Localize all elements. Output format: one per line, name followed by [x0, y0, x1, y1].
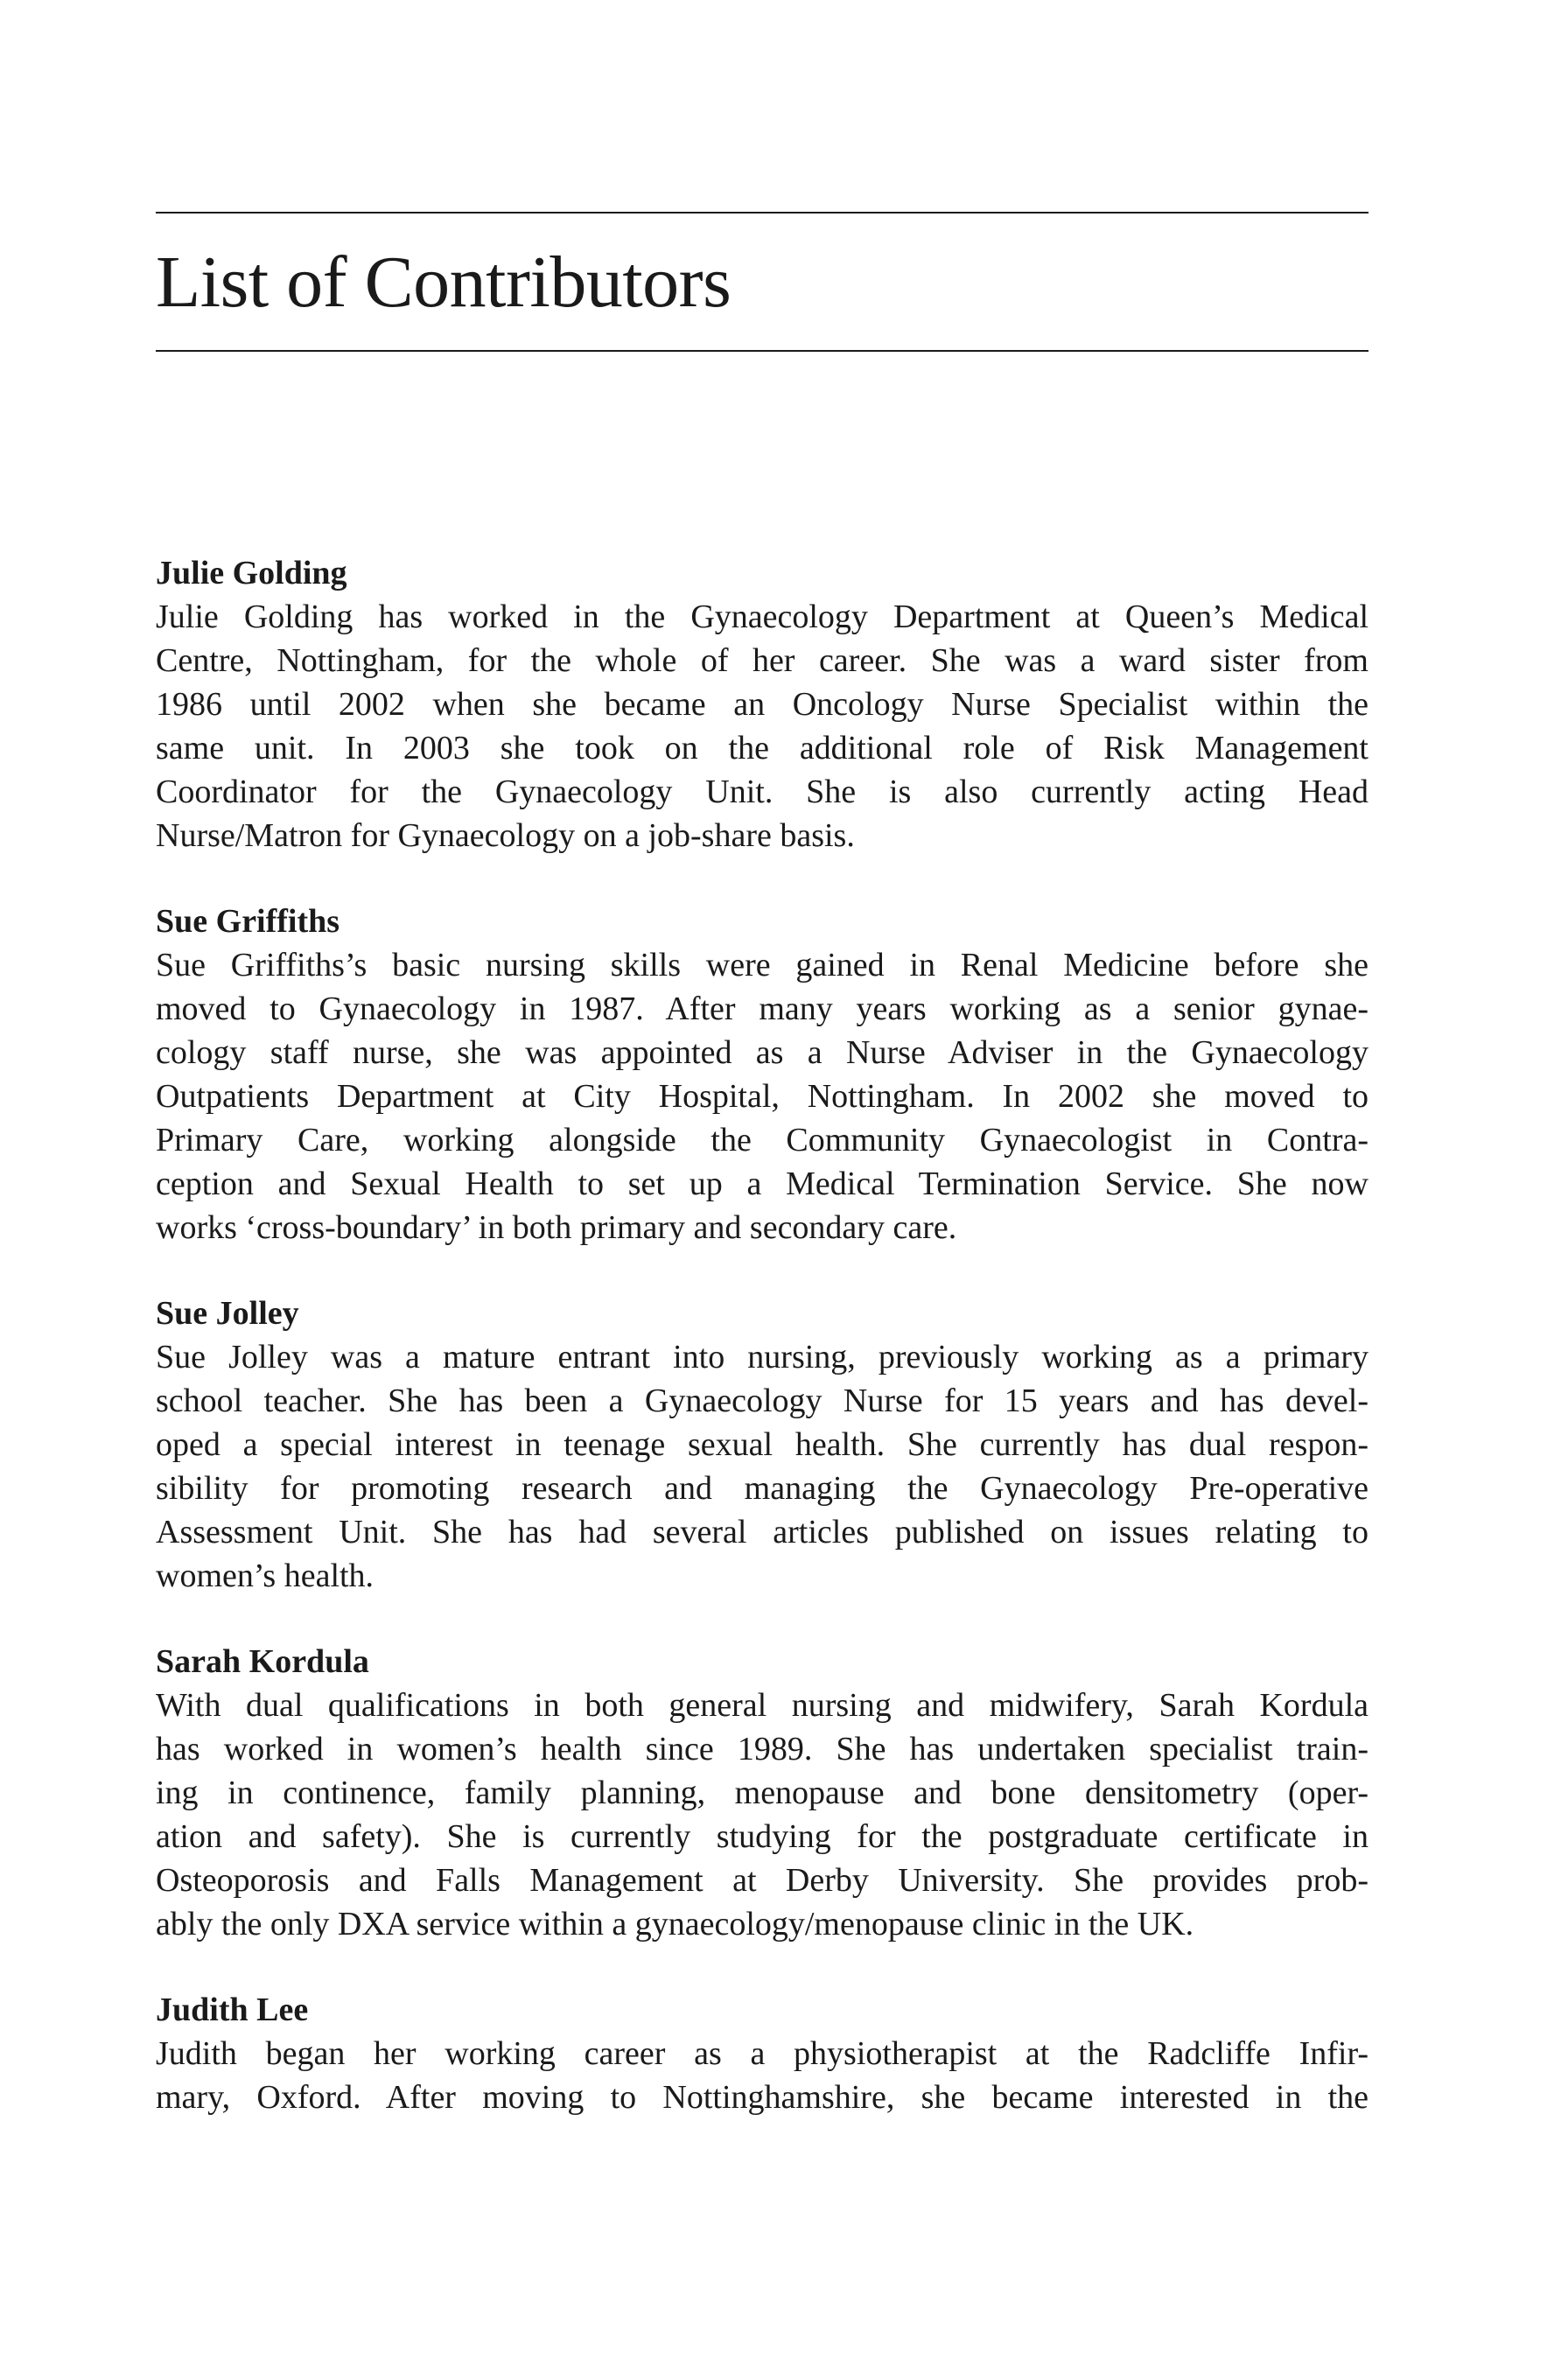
- bio-line: Coordinator for the Gynaecology Unit. She is also currently acting Head: [156, 774, 1368, 810]
- contributor-name: Sarah Kordula: [156, 1643, 369, 1680]
- bio-line: cology staff nurse, she was appointed as a Nurse Adviser in the Gynaecology: [156, 1034, 1368, 1071]
- contributor-bio: [156, 1335, 1368, 1598]
- title-rule-bottom: [156, 350, 1368, 352]
- bio-line: Centre, Nottingham, for the whole of her career. She was a ward sister from: [156, 642, 1368, 679]
- contributor-entry-sue-jolley: [156, 1292, 1368, 1598]
- bio-line: 1986 until 2002 when she became an Oncology Nurse Specialist within the: [156, 686, 1368, 723]
- bio-line: women’s health.: [156, 1558, 374, 1594]
- bio-line: Outpatients Department at City Hospital, Nottingham. In 2002 she moved to: [156, 1078, 1368, 1115]
- bio-line: Assessment Unit. She has had several articles published on issues relating to: [156, 1514, 1368, 1550]
- bio-line: ing in continence, family planning, menopause and bone densitometry (oper-: [156, 1774, 1368, 1811]
- contributor-name: Sue Griffiths: [156, 903, 340, 940]
- bio-line: sibility for promoting research and managing the Gynaecology Pre-operative: [156, 1470, 1368, 1507]
- title-rule-top: [156, 212, 1368, 214]
- page-title: List of Contributors: [156, 242, 732, 323]
- contributor-entry-sue-griffiths: [156, 900, 1368, 1250]
- bio-line: same unit. In 2003 she took on the additional role of Risk Management: [156, 730, 1368, 766]
- bio-line: oped a special interest in teenage sexual health. She currently has dual respon-: [156, 1426, 1368, 1463]
- bio-line: school teacher. She has been a Gynaecology Nurse for 15 years and has devel-: [156, 1382, 1368, 1419]
- contributor-name: Julie Golding: [156, 555, 347, 592]
- bio-line: moved to Gynaecology in 1987. After many years working as a senior gynae-: [156, 990, 1368, 1027]
- contributor-bio: [156, 2032, 1368, 2119]
- bio-line: Osteoporosis and Falls Management at Derby University. She provides prob-: [156, 1862, 1368, 1899]
- contributor-name: Judith Lee: [156, 1992, 309, 2028]
- contributor-bio: [156, 1684, 1368, 1946]
- contributor-bio: [156, 943, 1368, 1250]
- contributor-name: Sue Jolley: [156, 1295, 299, 1332]
- contributor-entry-julie-golding: [156, 551, 1368, 858]
- bio-line: Primary Care, working alongside the Community Gynaecologist in Contra-: [156, 1122, 1368, 1158]
- contributor-entry-judith-lee: [156, 1988, 1368, 2119]
- bio-line: has worked in women’s health since 1989. She has undertaken specialist train-: [156, 1731, 1368, 1768]
- bio-line: ably the only DXA service within a gynaecology/menopause clinic in the UK.: [156, 1906, 1194, 1942]
- bio-line: works ‘cross-boundary’ in both primary and secondary care.: [156, 1209, 957, 1246]
- bio-line: ception and Sexual Health to set up a Medical Termination Service. She now: [156, 1166, 1368, 1202]
- bio-line: Julie Golding has worked in the Gynaecology Department at Queen’s Medical: [156, 598, 1368, 635]
- bio-line: Nurse/Matron for Gynaecology on a job-share basis.: [156, 817, 855, 854]
- contributor-bio: [156, 595, 1368, 858]
- bio-line: Sue Jolley was a mature entrant into nursing, previously working as a primary: [156, 1339, 1368, 1376]
- contributors-list: [156, 551, 1368, 2161]
- bio-line: Judith began her working career as a physiotherapist at the Radcliffe Infir-: [156, 2035, 1368, 2072]
- bio-line: Sue Griffiths’s basic nursing skills were gained in Renal Medicine before she: [156, 947, 1368, 984]
- bio-line: mary, Oxford. After moving to Nottinghamshire, she became interested in the: [156, 2079, 1368, 2116]
- bio-line: With dual qualifications in both general nursing and midwifery, Sarah Kordula: [156, 1687, 1368, 1724]
- contributor-entry-sarah-kordula: [156, 1640, 1368, 1946]
- bio-line: ation and safety). She is currently studying for the postgraduate certificate in: [156, 1818, 1368, 1855]
